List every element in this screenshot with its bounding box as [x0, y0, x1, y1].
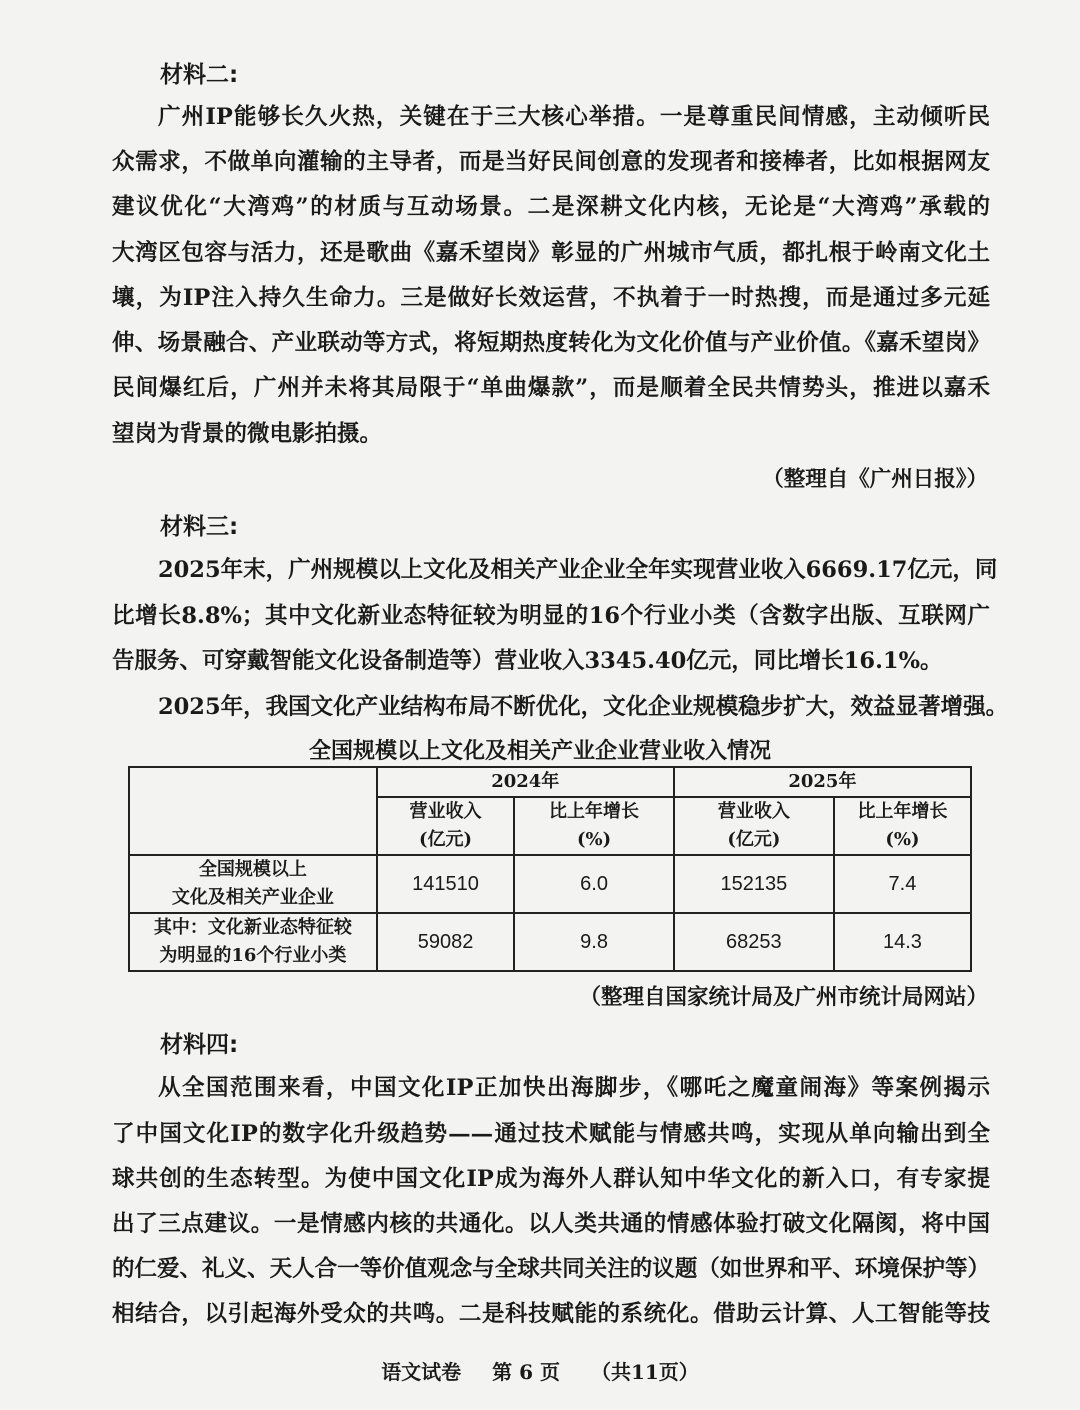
material4-heading: 材料四: — [160, 1032, 239, 1058]
cell-growth-2024: 6.0 — [514, 855, 673, 913]
material3-line: 2025年，我国文化产业结构布局不断优化，文化企业规模稳步扩大，效益显著增强。 — [158, 694, 1009, 720]
material3-heading: 材料三: — [160, 514, 239, 540]
cell-revenue-2025: 152135 — [674, 855, 834, 913]
row-label: 其中：文化新业态特征较 为明显的16个行业小类 — [129, 913, 377, 971]
col-header-revenue: 营业收入 (亿元) — [377, 797, 515, 855]
material2-line: 望岗为背景的微电影拍摄。 — [112, 421, 383, 447]
material2-line: 大湾区包容与活力，还是歌曲《嘉禾望岗》彰显的广州城市气质，都扎根于岭南文化土 — [112, 240, 990, 266]
material4-line: 的仁爱、礼义、天人合一等价值观念与全球共同关注的议题（如世界和平、环境保护等） — [112, 1256, 990, 1282]
cell-revenue-2024: 59082 — [377, 913, 515, 971]
cell-growth-2024: 9.8 — [514, 913, 673, 971]
material2-line: 伸、场景融合、产业联动等方式，将短期热度转化为文化价值与产业价值。《嘉禾望岗》 — [112, 330, 990, 356]
material4-line: 了中国文化IP的数字化升级趋势——通过技术赋能与情感共鸣，实现从单向输出到全 — [112, 1121, 990, 1147]
footer-page-number: 第 6 页 — [492, 1360, 560, 1384]
material3-source: （整理自国家统计局及广州市统计局网站） — [579, 985, 988, 1010]
footer-total-pages: （共11页） — [590, 1360, 699, 1384]
col-header-growth: 比上年增长 (%) — [514, 797, 673, 855]
material3-line: 2025年末，广州规模以上文化及相关产业企业全年实现营业收入6669.17亿元，同 — [158, 557, 998, 583]
material2-line: 众需求，不做单向灌输的主导者，而是当好民间创意的发现者和接棒者，比如根据网友 — [112, 149, 990, 175]
material2-line: 建议优化“大湾鸡”的材质与互动场景。二是深耕文化内核，无论是“大湾鸡”承载的 — [112, 194, 990, 220]
material2-line: 广州IP能够长久火热，关键在于三大核心举措。一是尊重民间情感，主动倾听民 — [158, 104, 990, 130]
year-2024-header: 2024年 — [377, 767, 674, 797]
material4-line: 从全国范围来看，中国文化IP正加快出海脚步，《哪吒之魔童闹海》等案例揭示 — [158, 1075, 990, 1101]
material4-line: 出了三点建议。一是情感内核的共通化。以人类共通的情感体验打破文化隔阂，将中国 — [112, 1211, 990, 1237]
table-corner-cell — [129, 767, 377, 855]
col-header-growth: 比上年增长 (%) — [834, 797, 971, 855]
year-2025-header: 2025年 — [674, 767, 971, 797]
cell-growth-2025: 14.3 — [834, 913, 971, 971]
col-header-revenue: 营业收入 (亿元) — [674, 797, 834, 855]
table-header-row — [129, 767, 971, 797]
material4-line: 球共创的生态转型。为使中国文化IP成为海外人群认知中华文化的新入口，有专家提 — [112, 1166, 990, 1192]
cell-growth-2025: 7.4 — [834, 855, 971, 913]
cell-revenue-2024: 141510 — [377, 855, 515, 913]
material3-line: 告服务、可穿戴智能文化设备制造等）营业收入3345.40亿元，同比增长16.1%。 — [112, 648, 943, 674]
footer-subject: 语文试卷 — [381, 1360, 462, 1384]
cell-revenue-2025: 68253 — [674, 913, 834, 971]
material3-line: 比增长8.8%；其中文化新业态特征较为明显的16个行业小类（含数字出版、互联网广 — [112, 603, 990, 629]
material2-source: （整理自《广州日报》） — [762, 467, 988, 492]
table-title: 全国规模以上文化及相关产业企业营业收入情况 — [308, 739, 771, 764]
table-row — [129, 855, 971, 913]
revenue-table — [128, 766, 972, 972]
material2-heading: 材料二: — [160, 62, 239, 88]
page-footer — [0, 1356, 1080, 1385]
material2-line: 民间爆红后，广州并未将其局限于“单曲爆款”，而是顺着全民共情势头，推进以嘉禾 — [112, 375, 990, 401]
table-row — [129, 913, 971, 971]
material2-line: 壤，为IP注入持久生命力。三是做好长效运营，不执着于一时热搜，而是通过多元延 — [112, 285, 990, 311]
material4-line: 相结合，以引起海外受众的共鸣。二是科技赋能的系统化。借助云计算、人工智能等技 — [112, 1301, 990, 1327]
row-label: 全国规模以上 文化及相关产业企业 — [129, 855, 377, 913]
